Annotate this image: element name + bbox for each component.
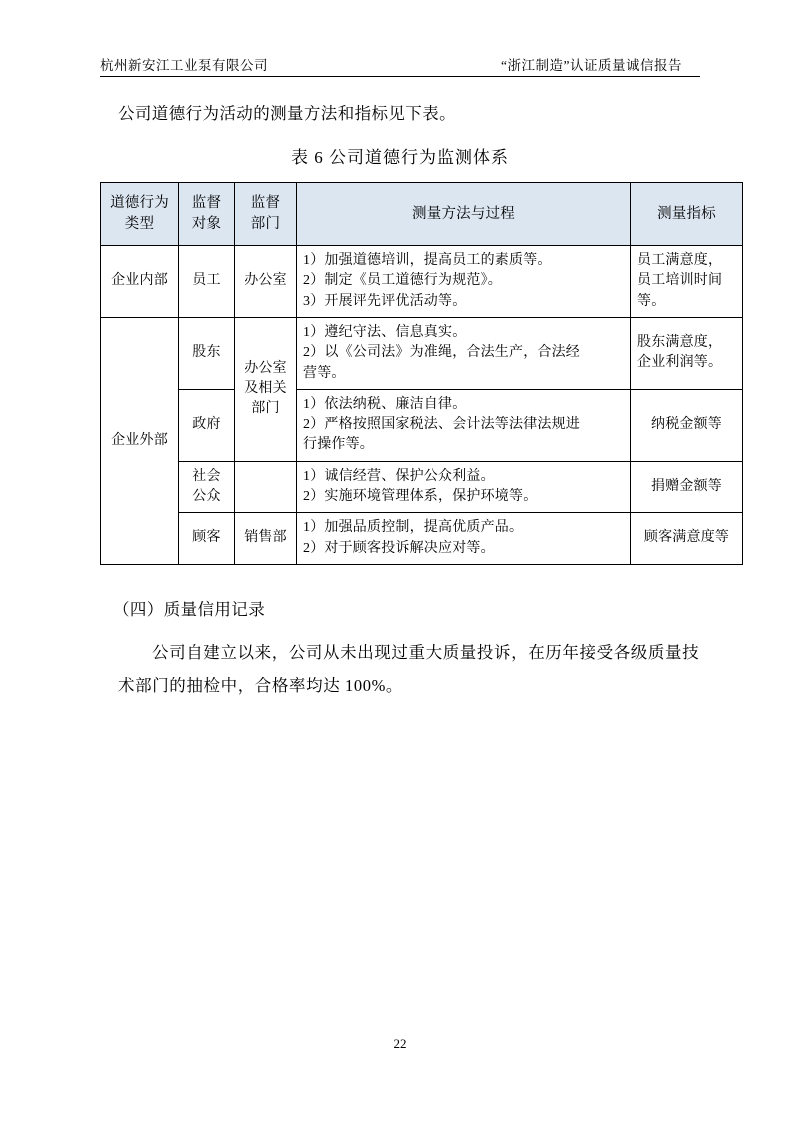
cell-department: 销售部 — [235, 513, 297, 565]
column-header-type — [101, 183, 179, 246]
method-line: 2）实施环境管理体系，保护环境等。 — [303, 489, 538, 504]
method-line: 1）遵纪守法、信息真实。 — [303, 324, 467, 340]
header-line: 道德行为 — [110, 195, 169, 211]
object-line: 公众 — [192, 489, 221, 504]
table-row — [101, 317, 743, 389]
method-line: 2）对于顾客投诉解决应对等。 — [303, 540, 495, 556]
column-header-department — [235, 183, 297, 246]
table-row — [101, 389, 743, 461]
cell-department: 办公室 — [235, 246, 297, 318]
header-line: 监督 — [250, 195, 281, 211]
column-header-indicator — [631, 183, 743, 246]
ethics-monitoring-table — [100, 182, 743, 565]
cell-object: 股东 — [179, 317, 235, 389]
cell-department — [235, 461, 297, 513]
table-header-row — [101, 183, 743, 246]
dept-line: 及相关 — [244, 381, 287, 397]
header-divider — [100, 76, 700, 77]
object-line: 社会 — [192, 468, 221, 484]
method-line: 营等。 — [303, 365, 346, 381]
cell-method — [297, 317, 631, 389]
method-line: 1）加强品质控制，提高优质产品。 — [303, 520, 524, 536]
method-line: 1）依法纳税、廉洁自律。 — [303, 396, 467, 412]
cell-type: 企业外部 — [101, 317, 179, 564]
indicator-line: 员工满意度， — [637, 253, 723, 269]
indicator-line: 员工培训时间 — [637, 273, 723, 289]
body-paragraph: 公司自建立以来，公司从未出现过重大质量投诉，在历年接受各级质量技术部门的抽检中，合格率均达 100%。 — [118, 643, 700, 695]
cell-department — [235, 317, 297, 461]
method-line: 3）开展评先评优活动等。 — [303, 293, 467, 309]
header-line: 部门 — [250, 216, 281, 233]
header-report-title: “浙江制造”认证质量诚信报告 — [501, 58, 682, 73]
table-row — [101, 513, 743, 565]
header-line: 类型 — [124, 216, 155, 233]
ethics-monitoring-table-wrapper — [100, 182, 742, 565]
header-company-name: 杭州新安江工业泵有限公司 — [100, 58, 268, 73]
cell-method — [297, 389, 631, 461]
method-line: 2）以《公司法》为准绳，合法生产，合法经 — [303, 345, 580, 361]
indicator-line: 等。 — [637, 293, 666, 309]
cell-indicator: 纳税金额等 — [631, 389, 743, 461]
header-line: 对象 — [191, 216, 222, 233]
cell-method — [297, 513, 631, 565]
cell-object: 政府 — [179, 389, 235, 461]
table-row — [101, 246, 743, 318]
page-number: 22 — [393, 1036, 407, 1051]
table-row — [101, 461, 743, 513]
dept-line: 办公室 — [244, 360, 287, 376]
dept-line: 部门 — [251, 401, 280, 417]
method-line: 1）诚信经营、保护公众利益。 — [303, 468, 495, 484]
header-line: 监督 — [191, 195, 222, 211]
section-heading: （四）质量信用记录 — [113, 600, 266, 619]
table-caption: 表 6 公司道德行为监测体系 — [291, 148, 509, 167]
cell-method — [297, 246, 631, 318]
cell-indicator — [631, 317, 743, 389]
page-header — [100, 54, 700, 74]
column-header-method — [297, 183, 631, 246]
method-line: 2）严格按照国家税法、会计法等法律法规进 — [303, 417, 580, 433]
cell-indicator: 顾客满意度等 — [631, 513, 743, 565]
column-header-object — [179, 183, 235, 246]
indicator-line: 股东满意度， — [637, 335, 723, 351]
cell-object: 顾客 — [179, 513, 235, 565]
cell-indicator: 捐赠金额等 — [631, 461, 743, 513]
indicator-line: 企业利润等。 — [637, 355, 723, 371]
method-line: 2）制定《员工道德行为规范》。 — [303, 273, 502, 289]
cell-object — [179, 461, 235, 513]
cell-method — [297, 461, 631, 513]
cell-object: 员工 — [179, 246, 235, 318]
method-line: 行操作等。 — [303, 437, 374, 453]
cell-indicator — [631, 246, 743, 318]
cell-type: 企业内部 — [101, 246, 179, 318]
header-line: 测量方法与过程 — [412, 205, 515, 222]
intro-paragraph: 公司道德行为活动的测量方法和指标见下表。 — [118, 104, 456, 123]
method-line: 1）加强道德培训，提高员工的素质等。 — [303, 253, 552, 269]
header-line: 测量指标 — [657, 205, 716, 222]
